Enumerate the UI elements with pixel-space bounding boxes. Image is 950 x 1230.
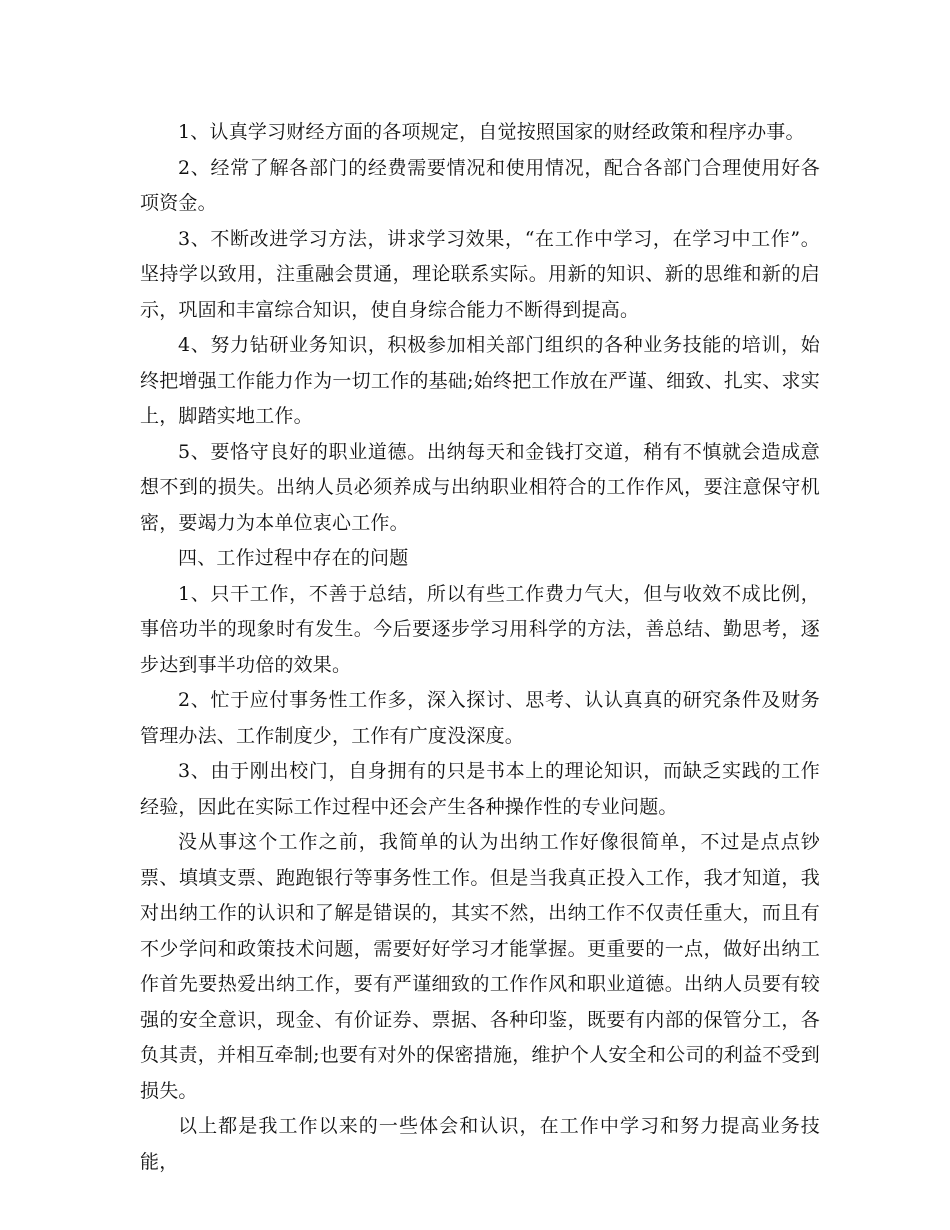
paragraph-item-5: 5、要恪守良好的职业道德。出纳每天和金钱打交道，稍有不慎就会造成意想不到的损失。出纳人员必须养成与出纳职业相符合的工作作风，要注意保守机密，要竭力为本单位衷心工作。	[140, 440, 820, 534]
paragraph-item-1: 1、认真学习财经方面的各项规定，自觉按照国家的财经政策和程序办事。	[178, 121, 805, 143]
reflection-paragraph: 没从事这个工作之前，我简单的认为出纳工作好像很简单，不过是点点钞票、填填支票、跑跑银行等事务性工作。但是当我真正投入工作，我才知道，我对出纳工作的认识和了解是错误的，其实不然，出纳工作不仅责任重大，而且有不少学问和政策技术问题，需要好好学习才能掌握。更重要的一点，做好出纳工作首先要热爱出纳工作，要有严谨细致的工作作风和职业道德。出纳人员要有较强的安全意识，现金、有价证券、票据、各种印鉴，既要有内部的保管分工，各负其责，并相互牵制;也要有对外的保密措施，维护个人安全和公司的利益不受到损失。	[140, 831, 820, 1102]
paragraph-item-3: 3、不断改进学习方法，讲求学习效果，“在工作中学习，在学习中工作”。坚持学以致用，注重融会贯通，理论联系实际。用新的知识、新的思维和新的启示，巩固和丰富综合知识，使自身综合能力不断得到提高。	[140, 227, 820, 321]
problem-item-3: 3、由于刚出校门，自身拥有的只是书本上的理论知识，而缺乏实践的工作经验，因此在实际工作过程中还会产生各种操作性的专业问题。	[140, 760, 820, 818]
section-heading: 四、工作过程中存在的问题	[178, 547, 409, 569]
closing-paragraph: 以上都是我工作以来的一些体会和认识，在工作中学习和努力提高业务技能，	[140, 1115, 820, 1173]
paragraph-item-2: 2、经常了解各部门的经费需要情况和使用情况，配合各部门合理使用好各项资金。	[140, 156, 820, 214]
problem-item-2: 2、忙于应付事务性工作多，深入探讨、思考、认认真真的研究条件及财务管理办法、工作制度少，工作有广度没深度。	[140, 689, 820, 747]
paragraph-item-4: 4、努力钻研业务知识，积极参加相关部门组织的各种业务技能的培训，始终把增强工作能力作为一切工作的基础;始终把工作放在严谨、细致、扎实、求实上，脚踏实地工作。	[140, 334, 820, 427]
document-body	[140, 115, 820, 1180]
problem-item-1: 1、只干工作，不善于总结，所以有些工作费力气大，但与收效不成比例，事倍功半的现象时有发生。今后要逐步学习用科学的方法，善总结、勤思考，逐步达到事半功倍的效果。	[140, 582, 820, 676]
